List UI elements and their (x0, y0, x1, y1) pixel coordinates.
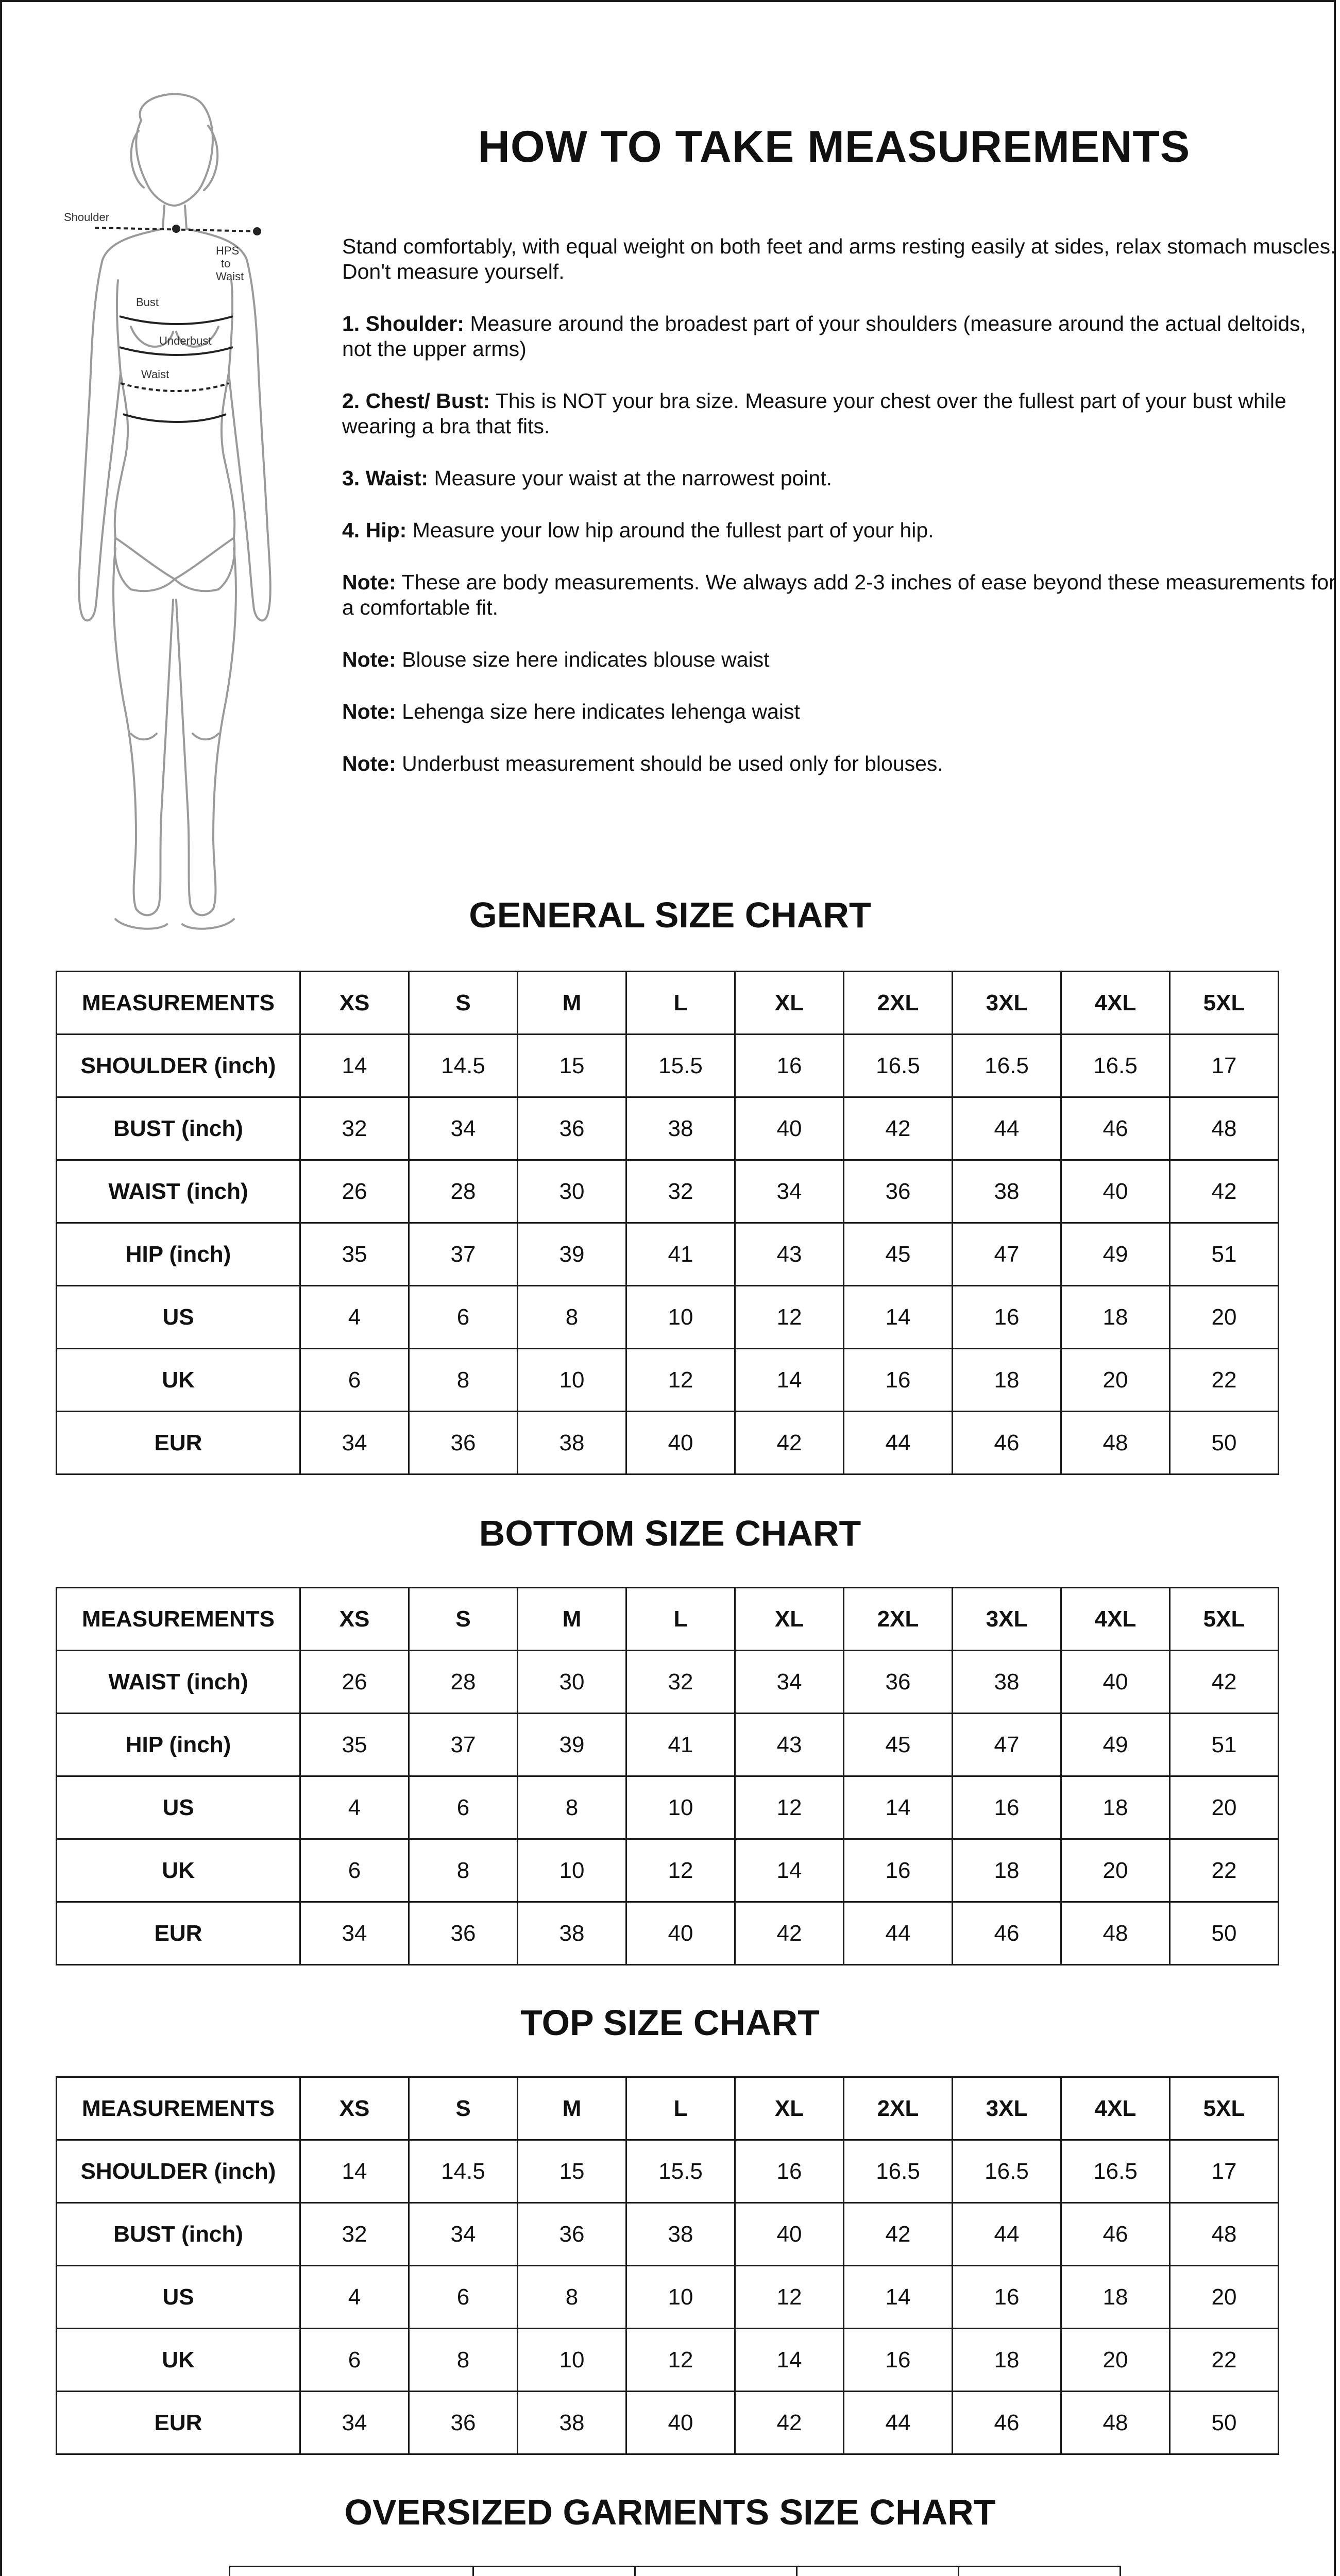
table-cell: 22 (1170, 1349, 1279, 1412)
table-cell: 20 (1061, 1349, 1170, 1412)
table-row (57, 2392, 1279, 2454)
table-row (57, 1097, 1279, 1160)
table-cell: 20 (1061, 2329, 1170, 2392)
general-size-table (56, 971, 1279, 1475)
table-cell: 12 (735, 2266, 844, 2329)
note-1-text: These are body measurements. We always add 2-3 inches of ease beyond these measurements for a comfortable fit. (342, 570, 1336, 619)
table-cell: 6 (300, 1349, 409, 1412)
table-row (57, 1839, 1279, 1902)
table-cell: 42 (735, 1412, 844, 1475)
table-cell: 14 (735, 2329, 844, 2392)
table-cell: 40 (626, 1902, 735, 1965)
table-cell: 39 (518, 1714, 626, 1776)
figure-label-hps-to: to (221, 257, 231, 270)
table-cell: 16 (953, 1286, 1061, 1349)
table-cell: 35 (300, 1223, 409, 1286)
table-cell: 4 (300, 1286, 409, 1349)
table-cell: 37 (409, 1714, 518, 1776)
chest-instruction (342, 388, 1336, 439)
table-cell: 17 (1170, 2140, 1279, 2203)
table-cell: 41 (626, 1223, 735, 1286)
general-chart-title: GENERAL SIZE CHART (469, 895, 871, 935)
column-header (959, 2567, 1121, 2576)
column-header: 4XL (1061, 2077, 1170, 2140)
table-row (57, 1035, 1279, 1097)
waist-label: 3. Waist: (342, 466, 429, 490)
table-row (57, 1902, 1279, 1965)
table-cell: 35 (300, 1714, 409, 1776)
row-label: US (57, 1286, 300, 1349)
table-cell: 48 (1061, 1412, 1170, 1475)
table-cell: 32 (300, 1097, 409, 1160)
bottom-size-table (56, 1587, 1279, 1965)
table-cell: 10 (518, 2329, 626, 2392)
column-header: S (409, 972, 518, 1035)
table-cell: 51 (1170, 1714, 1279, 1776)
column-header: 5XL (1170, 972, 1279, 1035)
table-cell: 16 (844, 1349, 953, 1412)
table-row (57, 1286, 1279, 1349)
table-cell: 14.5 (409, 1035, 518, 1097)
figure-label-hps: HPS (216, 244, 240, 257)
table-cell: 34 (300, 2392, 409, 2454)
table-header-row (230, 2567, 1121, 2576)
oversized-chart-title: OVERSIZED GARMENTS SIZE CHART (344, 2492, 996, 2532)
table-row (57, 1349, 1279, 1412)
figure-label-bust: Bust (136, 296, 159, 309)
row-label: UK (57, 1839, 300, 1902)
table-cell: 38 (626, 1097, 735, 1160)
table-row (57, 1776, 1279, 1839)
intro-text: Stand comfortably, with equal weight on both feet and arms resting easily at sides, relax stomach muscles. Don't measure yourself. (342, 234, 1336, 283)
table-cell: 42 (844, 2203, 953, 2266)
table-cell: 15.5 (626, 2140, 735, 2203)
table-cell: 6 (409, 2266, 518, 2329)
table-cell: 15 (518, 1035, 626, 1097)
row-label: UK (57, 1349, 300, 1412)
table-cell: 32 (626, 1651, 735, 1714)
table-cell: 12 (626, 1349, 735, 1412)
table-cell: 42 (735, 1902, 844, 1965)
table-cell: 44 (844, 1902, 953, 1965)
table-cell: 38 (953, 1651, 1061, 1714)
table-cell: 38 (953, 1160, 1061, 1223)
row-label: SHOULDER (inch) (57, 1035, 300, 1097)
table-cell: 8 (409, 1839, 518, 1902)
column-header: 2XL (844, 972, 953, 1035)
table-cell: 26 (300, 1651, 409, 1714)
table-row (57, 1714, 1279, 1776)
table-cell: 10 (626, 1286, 735, 1349)
table-cell: 36 (409, 1902, 518, 1965)
table-cell: 14 (735, 1839, 844, 1902)
table-cell: 34 (300, 1412, 409, 1475)
table-cell: 12 (626, 2329, 735, 2392)
table-cell: 18 (1061, 1776, 1170, 1839)
table-row (57, 2203, 1279, 2266)
table-row (57, 2266, 1279, 2329)
column-header: XL (735, 972, 844, 1035)
table-cell: 34 (409, 2203, 518, 2266)
row-label: WAIST (inch) (57, 1651, 300, 1714)
table-cell: 34 (735, 1160, 844, 1223)
table-cell: 47 (953, 1714, 1061, 1776)
table-cell: 10 (626, 1776, 735, 1839)
figure-label-shoulder: Shoulder (64, 211, 110, 224)
table-cell: 28 (409, 1651, 518, 1714)
table-cell: 39 (518, 1223, 626, 1286)
table-cell: 34 (409, 1097, 518, 1160)
table-cell: 14 (844, 2266, 953, 2329)
chest-label: 2. Chest/ Bust: (342, 389, 490, 413)
table-cell: 20 (1061, 1839, 1170, 1902)
note-3 (342, 699, 1336, 724)
table-cell: 16.5 (953, 2140, 1061, 2203)
table-cell: 36 (844, 1651, 953, 1714)
waist-instruction (342, 466, 1336, 491)
column-header: XL (735, 2077, 844, 2140)
table-cell: 46 (1061, 1097, 1170, 1160)
table-cell: 51 (1170, 1223, 1279, 1286)
table-cell: 16.5 (844, 1035, 953, 1097)
table-cell: 14 (844, 1286, 953, 1349)
note-label: Note: (342, 648, 396, 671)
table-cell: 36 (518, 1097, 626, 1160)
table-cell: 45 (844, 1714, 953, 1776)
table-cell: 10 (518, 1349, 626, 1412)
table-cell: 20 (1170, 1286, 1279, 1349)
hip-text: Measure your low hip around the fullest part of your hip. (406, 518, 934, 542)
table-cell: 30 (518, 1160, 626, 1223)
table-cell: 18 (1061, 2266, 1170, 2329)
table-cell: 47 (953, 1223, 1061, 1286)
table-cell: 14 (300, 2140, 409, 2203)
table-cell: 48 (1170, 1097, 1279, 1160)
table-cell: 36 (409, 2392, 518, 2454)
column-header: 5XL (1170, 1588, 1279, 1651)
table-cell: 16 (844, 1839, 953, 1902)
table-row (57, 1160, 1279, 1223)
table-cell: 41 (626, 1714, 735, 1776)
column-header: MEASUREMENTS (57, 1588, 300, 1651)
hip-label: 4. Hip: (342, 518, 407, 542)
column-header (473, 2567, 635, 2576)
table-cell: 6 (300, 2329, 409, 2392)
row-label: HIP (inch) (57, 1714, 300, 1776)
column-header: 4XL (1061, 972, 1170, 1035)
column-header: 4XL (1061, 1588, 1170, 1651)
table-cell: 16 (953, 1776, 1061, 1839)
intro-paragraph (342, 234, 1336, 284)
column-header: M (518, 972, 626, 1035)
column-header: XS (300, 1588, 409, 1651)
table-cell: 46 (953, 1902, 1061, 1965)
table-cell: 49 (1061, 1714, 1170, 1776)
table-cell: 10 (626, 2266, 735, 2329)
table-cell: 8 (518, 1286, 626, 1349)
table-cell: 16 (735, 2140, 844, 2203)
table-cell: 40 (1061, 1160, 1170, 1223)
table-cell: 36 (518, 2203, 626, 2266)
chest-text: This is NOT your bra size. Measure your chest over the fullest part of your bust while wearing a bra that fits. (342, 389, 1286, 438)
table-cell: 8 (518, 1776, 626, 1839)
table-cell: 16.5 (1061, 2140, 1170, 2203)
row-label: UK (57, 2329, 300, 2392)
shoulder-label: 1. Shoulder: (342, 312, 464, 335)
row-label: BUST (inch) (57, 2203, 300, 2266)
table-cell: 50 (1170, 1902, 1279, 1965)
column-header: XL (735, 1588, 844, 1651)
note-4-text: Underbust measurement should be used only for blouses. (396, 752, 943, 775)
table-cell: 8 (518, 2266, 626, 2329)
table-cell: 6 (409, 1286, 518, 1349)
table-cell: 40 (626, 2392, 735, 2454)
row-label: SHOULDER (inch) (57, 2140, 300, 2203)
table-cell: 50 (1170, 2392, 1279, 2454)
table-cell: 15 (518, 2140, 626, 2203)
table-cell: 44 (953, 2203, 1061, 2266)
table-cell: 8 (409, 1349, 518, 1412)
bottom-chart-title: BOTTOM SIZE CHART (479, 1513, 861, 1553)
note-2-text: Blouse size here indicates blouse waist (396, 648, 770, 671)
table-cell: 43 (735, 1223, 844, 1286)
table-cell: 50 (1170, 1412, 1279, 1475)
table-cell: 16 (735, 1035, 844, 1097)
note-3-text: Lehenga size here indicates lehenga waist (396, 700, 800, 723)
figure-label-waist: Waist (141, 368, 169, 381)
table-cell: 44 (953, 1097, 1061, 1160)
column-header: 2XL (844, 1588, 953, 1651)
column-header: XS (300, 972, 409, 1035)
table-cell: 38 (518, 1412, 626, 1475)
column-header: S (409, 2077, 518, 2140)
row-label: EUR (57, 1412, 300, 1475)
table-cell: 40 (1061, 1651, 1170, 1714)
note-1 (342, 570, 1336, 620)
table-cell: 46 (953, 1412, 1061, 1475)
table-cell: 16 (844, 2329, 953, 2392)
shoulder-text: Measure around the broadest part of your shoulders (measure around the actual deltoids, not the upper arms) (342, 312, 1307, 361)
table-cell: 48 (1061, 2392, 1170, 2454)
top-size-table (56, 2076, 1279, 2455)
table-cell: 12 (735, 1776, 844, 1839)
table-cell: 46 (953, 2392, 1061, 2454)
table-cell: 48 (1170, 2203, 1279, 2266)
table-cell: 34 (300, 1902, 409, 1965)
column-header: M (518, 2077, 626, 2140)
table-cell: 17 (1170, 1035, 1279, 1097)
column-header: M (518, 1588, 626, 1651)
table-cell: 14.5 (409, 2140, 518, 2203)
table-cell: 16 (953, 2266, 1061, 2329)
table-row (57, 2140, 1279, 2203)
table-cell: 14 (300, 1035, 409, 1097)
table-cell: 32 (300, 2203, 409, 2266)
table-header-row (57, 972, 1279, 1035)
row-label: BUST (inch) (57, 1097, 300, 1160)
table-cell: 38 (626, 2203, 735, 2266)
table-cell: 16.5 (953, 1035, 1061, 1097)
table-cell: 42 (1170, 1160, 1279, 1223)
instructions-block (342, 234, 1336, 803)
figure-label-underbust: Underbust (159, 334, 212, 347)
table-cell: 22 (1170, 1839, 1279, 1902)
table-cell: 38 (518, 2392, 626, 2454)
table-cell: 40 (735, 1097, 844, 1160)
column-header (230, 2567, 473, 2576)
table-cell: 8 (409, 2329, 518, 2392)
table-cell: 38 (518, 1902, 626, 1965)
row-label: WAIST (inch) (57, 1160, 300, 1223)
table-cell: 42 (844, 1097, 953, 1160)
table-cell: 46 (1061, 2203, 1170, 2266)
column-header (797, 2567, 959, 2576)
table-cell: 43 (735, 1714, 844, 1776)
table-cell: 26 (300, 1160, 409, 1223)
table-cell: 6 (409, 1776, 518, 1839)
table-cell: 44 (844, 1412, 953, 1475)
row-label: EUR (57, 1902, 300, 1965)
body-measurement-figure (54, 84, 301, 935)
table-cell: 34 (735, 1651, 844, 1714)
table-cell: 16.5 (844, 2140, 953, 2203)
table-cell: 48 (1061, 1902, 1170, 1965)
table-header-row (57, 1588, 1279, 1651)
column-header: L (626, 2077, 735, 2140)
table-cell: 28 (409, 1160, 518, 1223)
table-cell: 22 (1170, 2329, 1279, 2392)
column-header: S (409, 1588, 518, 1651)
shoulder-instruction (342, 311, 1336, 362)
table-cell: 12 (626, 1839, 735, 1902)
table-cell: 45 (844, 1223, 953, 1286)
table-cell: 30 (518, 1651, 626, 1714)
table-cell: 40 (626, 1412, 735, 1475)
column-header: 3XL (953, 2077, 1061, 2140)
table-cell: 42 (735, 2392, 844, 2454)
table-cell: 20 (1170, 2266, 1279, 2329)
table-cell: 15.5 (626, 1035, 735, 1097)
column-header: L (626, 1588, 735, 1651)
table-cell: 14 (844, 1776, 953, 1839)
row-label: US (57, 2266, 300, 2329)
table-cell: 42 (1170, 1651, 1279, 1714)
note-label: Note: (342, 700, 396, 723)
note-label: Note: (342, 570, 396, 594)
column-header: 3XL (953, 1588, 1061, 1651)
row-label: HIP (inch) (57, 1223, 300, 1286)
table-cell: 6 (300, 1839, 409, 1902)
oversized-size-table (229, 2566, 1121, 2576)
column-header: 2XL (844, 2077, 953, 2140)
waist-text: Measure your waist at the narrowest point. (428, 466, 833, 490)
row-label: US (57, 1776, 300, 1839)
table-cell: 36 (844, 1160, 953, 1223)
table-row (57, 1412, 1279, 1475)
top-chart-title: TOP SIZE CHART (520, 2003, 820, 2043)
column-header: XS (300, 2077, 409, 2140)
table-cell: 12 (735, 1286, 844, 1349)
table-cell: 10 (518, 1839, 626, 1902)
table-cell: 36 (409, 1412, 518, 1475)
table-cell: 44 (844, 2392, 953, 2454)
column-header: 5XL (1170, 2077, 1279, 2140)
column-header (635, 2567, 797, 2576)
table-cell: 40 (735, 2203, 844, 2266)
table-cell: 20 (1170, 1776, 1279, 1839)
table-cell: 18 (953, 1839, 1061, 1902)
page-title: HOW TO TAKE MEASUREMENTS (478, 122, 1191, 172)
table-row (57, 1223, 1279, 1286)
column-header: L (626, 972, 735, 1035)
column-header: MEASUREMENTS (57, 972, 300, 1035)
table-cell: 18 (953, 1349, 1061, 1412)
table-cell: 4 (300, 2266, 409, 2329)
table-cell: 18 (953, 2329, 1061, 2392)
table-row (57, 1651, 1279, 1714)
table-cell: 32 (626, 1160, 735, 1223)
note-label: Note: (342, 752, 396, 775)
hip-instruction (342, 518, 1336, 543)
figure-label-hps-waist: Waist (216, 270, 244, 283)
column-header: 3XL (953, 972, 1061, 1035)
note-2 (342, 647, 1336, 672)
table-header-row (57, 2077, 1279, 2140)
table-row (57, 2329, 1279, 2392)
table-cell: 37 (409, 1223, 518, 1286)
row-label: EUR (57, 2392, 300, 2454)
column-header: MEASUREMENTS (57, 2077, 300, 2140)
table-cell: 14 (735, 1349, 844, 1412)
table-cell: 4 (300, 1776, 409, 1839)
table-cell: 16.5 (1061, 1035, 1170, 1097)
table-cell: 18 (1061, 1286, 1170, 1349)
table-cell: 49 (1061, 1223, 1170, 1286)
note-4 (342, 751, 1336, 776)
